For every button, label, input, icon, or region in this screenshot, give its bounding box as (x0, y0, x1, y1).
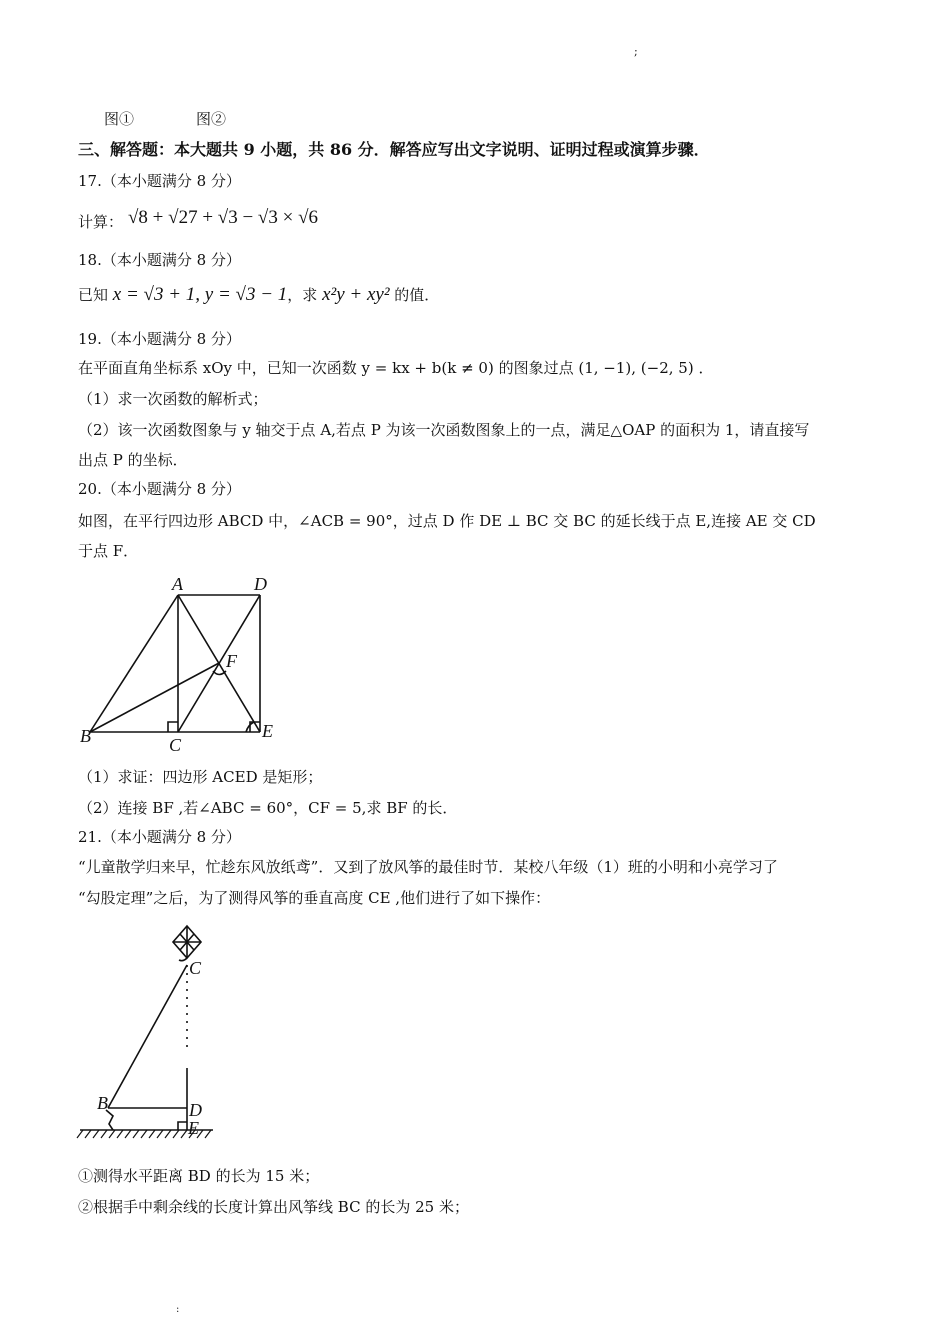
q20-heading: 20.（本小题满分 8 分） (78, 480, 241, 498)
q21-kite-figure (75, 920, 225, 1145)
q20-part2: （2）连接 BF ,若∠ABC = 60°，CF = 5,求 BF 的长． (78, 799, 458, 817)
q21-step1: ①测得水平距离 BD 的长为 15 米； (78, 1167, 320, 1185)
q21-label-D: D (189, 1100, 202, 1120)
q19-part1: （1）求一次函数的解析式； (78, 390, 268, 408)
q19-heading: 19.（本小题满分 8 分） (78, 330, 241, 348)
q17-expression: √8 + √27 + √3 − √3 × √6 (128, 207, 318, 228)
figure-label-2: 图② (196, 110, 227, 128)
q18-question: 已知 x = √3 + 1, y = √3 − 1，求 x²y + xy² 的值． (78, 284, 440, 305)
q20-label-E: E (262, 721, 273, 741)
q17-heading: 17.（本小题满分 8 分） (78, 172, 241, 190)
q21-step2: ②根据手中剩余线的长度计算出风筝线 BC 的长为 25 米； (78, 1198, 469, 1216)
q19-part2-line2: 出点 P 的坐标． (78, 451, 188, 469)
q21-label-E: E (188, 1118, 199, 1138)
q20-label-C: C (169, 735, 182, 755)
q20-parallelogram-figure (70, 570, 290, 755)
q20-statement-line1: 如图，在平行四边形 ABCD 中，∠ACB = 90°，过点 D 作 DE ⊥ BC 交 BC 的延长线于点 E,连接 AE 交 CD (78, 512, 816, 530)
q20-label-D: D (254, 574, 267, 594)
q18-heading: 18.（本小题满分 8 分） (78, 251, 241, 269)
q21-heading: 21.（本小题满分 8 分） (78, 828, 241, 846)
margin-mark-bottom: : (176, 1304, 180, 1315)
section-heading: 三、解答题：本大题共 9 小题，共 86 分．解答应写出文字说明、证明过程或演算步骤． (78, 140, 710, 159)
margin-mark: ; (634, 45, 638, 58)
q20-part1: （1）求证：四边形 ACED 是矩形； (78, 768, 323, 786)
q21-statement-line2: “勾股定理”之后，为了测得风筝的垂直高度 CE ,他们进行了如下操作： (78, 889, 551, 907)
figure-label-1: 图① (104, 110, 135, 128)
q21-statement-line1: “儿童散学归来早，忙趁东风放纸鸢”．又到了放风筝的最佳时节．某校八年级（1）班的小明和小亮学习了 (78, 858, 778, 876)
q20-label-B: B (80, 726, 91, 746)
q21-label-C: C (189, 958, 202, 978)
q21-label-B: B (97, 1093, 108, 1113)
q19-statement: 在平面直角坐标系 xOy 中，已知一次函数 y = kx + b(k ≠ 0) 的图象过点 (1, −1), (−2, 5) ． (78, 359, 714, 377)
q20-statement-line2: 于点 F． (78, 542, 139, 560)
q20-label-F: F (226, 651, 237, 671)
q17-prompt: 计算： (78, 213, 124, 231)
q19-part2-line1: （2）该一次函数图象与 y 轴交于点 A,若点 P 为该一次函数图象上的一点，满足△OAP 的面积为 1，请直接写 (78, 421, 810, 439)
q20-label-A: A (172, 574, 183, 594)
